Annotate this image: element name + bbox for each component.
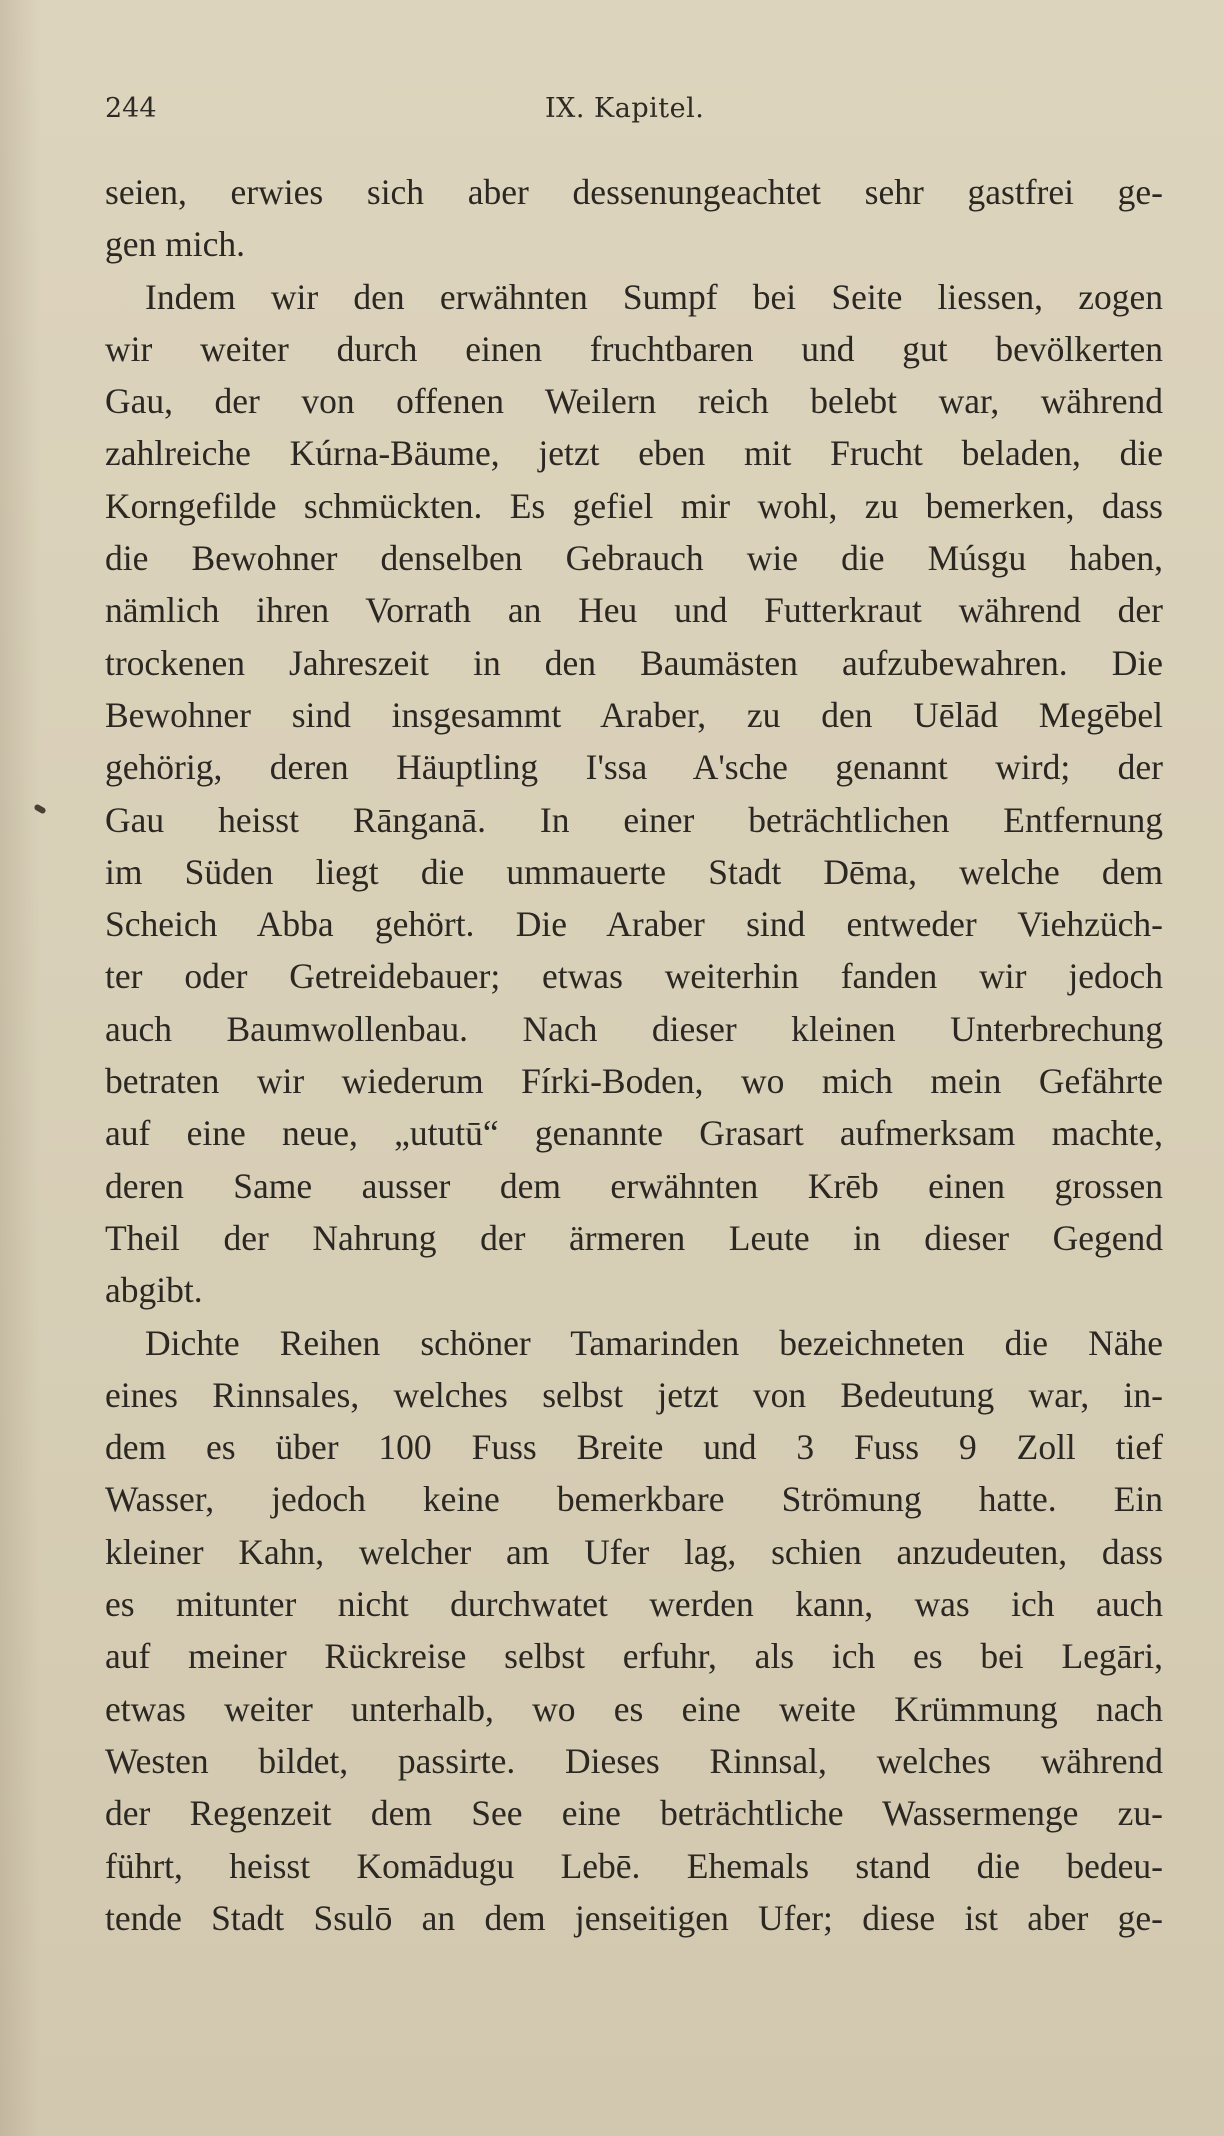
text-line: seien, erwies sich aber dessenungeachtet sehr gastfrei ge- [105, 172, 1163, 212]
text-line: wir weiter durch einen fruchtbaren und gut bevölkerten [105, 328, 1163, 369]
text-line: Korngefilde schmückten. Es gefiel mir wohl, zu bemerken, dass [105, 485, 1163, 526]
text-line: betraten wir wiederum Fírki-Boden, wo mich mein Gefährte [105, 1061, 1163, 1102]
text-line: Theil der Nahrung der ärmeren Leute in dieser Gegend [105, 1217, 1163, 1258]
text-line: auf eine neue, „ututū“ genannte Grasart aufmerksam machte, [105, 1113, 1163, 1154]
text-line: es mitunter nicht durchwatet werden kann, was ich auch [105, 1584, 1163, 1625]
text-line: dem es über 100 Fuss Breite und 3 Fuss 9 Zoll tief [105, 1427, 1163, 1468]
text-line: Westen bildet, passirte. Dieses Rinnsal, welches während [105, 1740, 1163, 1781]
text-line: abgibt. [105, 1270, 203, 1311]
text-line: nämlich ihren Vorrath an Heu und Futterkraut während der [105, 590, 1163, 631]
text-line: die Bewohner denselben Gebrauch wie die Músgu haben, [105, 538, 1163, 579]
text-line: tende Stadt Ssulō an dem jenseitigen Ufer; diese ist aber ge- [105, 1897, 1163, 1938]
page-number: 244 [105, 93, 157, 124]
text-line: Gau heisst Rānganā. In einer beträchtlichen Entfernung [105, 799, 1163, 840]
running-head: IX. Kapitel. [545, 93, 705, 124]
page-header [105, 93, 1163, 139]
text-line: Dichte Reihen schöner Tamarinden bezeichneten die Nähe [145, 1322, 1163, 1363]
text-line: Wasser, jedoch keine bemerkbare Strömung hatte. Ein [105, 1479, 1163, 1520]
text-line: der Regenzeit dem See eine beträchtliche Wassermenge zu- [105, 1793, 1163, 1834]
text-line: auch Baumwollenbau. Nach dieser kleinen Unterbrechung [105, 1008, 1163, 1049]
text-line: deren Same ausser dem erwähnten Krēb einen grossen [105, 1165, 1163, 1206]
text-line: zahlreiche Kúrna-Bäume, jetzt eben mit Frucht beladen, die [105, 433, 1163, 474]
text-line: etwas weiter unterhalb, wo es eine weite Krümmung nach [105, 1688, 1163, 1729]
body-text [105, 166, 1163, 1944]
text-line: Bewohner sind insgesammt Araber, zu den Uēlād Megēbel [105, 694, 1163, 735]
text-line: auf meiner Rückreise selbst erfuhr, als ich es bei Legāri, [105, 1636, 1163, 1677]
spine-shadow [0, 0, 40, 2136]
text-line: gen mich. [105, 224, 245, 265]
text-line: kleiner Kahn, welcher am Ufer lag, schien anzudeuten, dass [105, 1531, 1163, 1572]
text-line: ter oder Getreidebauer; etwas weiterhin fanden wir jedoch [105, 956, 1163, 997]
text-line: gehörig, deren Häuptling I'ssa A'sche genannt wird; der [105, 747, 1163, 788]
text-line: Gau, der von offenen Weilern reich belebt war, während [105, 381, 1163, 422]
text-line: trockenen Jahreszeit in den Baumästen aufzubewahren. Die [105, 642, 1163, 683]
text-line: Scheich Abba gehört. Die Araber sind entweder Viehzüch- [105, 904, 1163, 945]
text-line: eines Rinnsales, welches selbst jetzt von Bedeutung war, in- [105, 1374, 1163, 1415]
text-line: im Süden liegt die ummauerte Stadt Dēma, welche dem [105, 851, 1163, 892]
text-line: Indem wir den erwähnten Sumpf bei Seite liessen, zogen [145, 276, 1163, 317]
text-line: führt, heisst Komādugu Lebē. Ehemals stand die bedeu- [105, 1845, 1163, 1886]
